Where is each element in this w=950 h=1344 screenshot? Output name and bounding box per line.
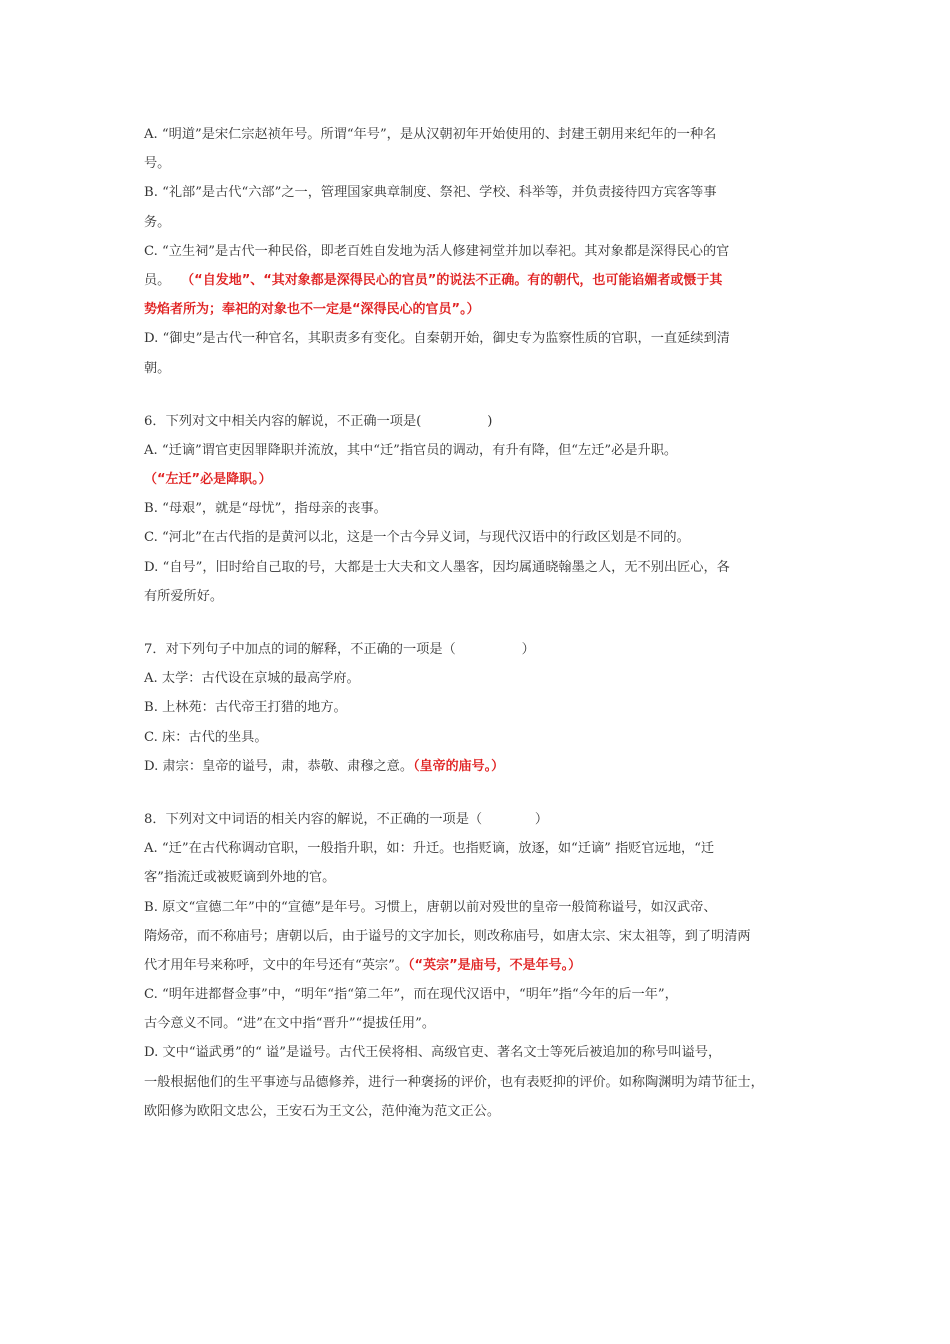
q5-option-c-text: 员。 <box>144 272 164 288</box>
q6-answer-note: （“左迁”必是降职。） <box>144 472 272 488</box>
q5-option-b-line2: 务。 <box>144 214 171 230</box>
q5-option-a-line1: A. “明道”是宋仁宗赵祯年号。所谓“年号”，是从汉朝初年开始使用的、封建王朝用来纪年的一种名 <box>144 127 717 142</box>
q5-option-b-line1: B. “礼部”是古代“六部”之一，管理国家典章制度、祭祀、学校、科举等，并负责接待四方宾客等事 <box>144 185 717 201</box>
spacer <box>144 383 812 407</box>
q8-option-b-line1: B. 原文“宣德二年”中的“宣德”是年号。习惯上，唐朝以前对殁世的皇帝一般简称谥号，如汉武帝、 <box>144 899 717 915</box>
q8-option-c-line2: 古今意义不同。“进”在文中指“晋升”“提拔任用”。 <box>144 1016 436 1032</box>
q7-option-d-text: D. 肃宗：皇帝的谥号，肃，恭敬、肃穆之意。 <box>144 758 414 774</box>
spacer <box>144 611 812 635</box>
q6-option-a: A. “迁谪”谓官吏因罪降职并流放，其中“迁”指官员的调动，有升有降，但“左迁”必是升职。 <box>144 442 678 458</box>
q8-option-d-line1: D. 文中“谥武勇”的“ 谥”是谥号。古代王侯将相、高级官吏、著名文士等死后被追加的称号叫谥号， <box>144 1045 722 1061</box>
q8-option-b-text: 代才用年号来称呼，文中的年号还有“英宗”。 <box>144 957 409 973</box>
q6-option-d-line2: 有所爱所好。 <box>144 588 224 604</box>
q5-answer-note-line1: （“自发地”、“其对象都是深得民心的官员”的说法不正确。有的朝代，也可能谄媚者或慑于其 <box>181 272 723 288</box>
q6-option-d-line1: D. “自号”，旧时给自己取的号，大都是士大夫和文人墨客，因均属通晓翰墨之人，无不别出匠心，各 <box>144 559 730 575</box>
spacer <box>144 781 812 805</box>
q7-answer-note: （皇帝的庙号。） <box>413 758 505 774</box>
q6-option-b: B. “母艰”，就是“母忧”，指母亲的丧事。 <box>144 501 387 517</box>
q7-option-b: B. 上林苑：古代帝王打猎的地方。 <box>144 700 347 716</box>
q5-option-c-line2 <box>144 266 812 295</box>
q7-option-a: A. 太学：古代设在京城的最高学府。 <box>144 671 360 687</box>
q7-option-d <box>144 752 812 781</box>
q6-option-c: C. “河北”在古代指的是黄河以北，这是一个古今异义词，与现代汉语中的行政区划是不同的。 <box>144 530 690 546</box>
q7-option-c: C. 床：古代的坐具。 <box>144 729 268 745</box>
q5-option-a-line2: 号。 <box>144 156 171 172</box>
document-body <box>144 120 812 1126</box>
q6-stem: 6．下列对文中相关内容的解说，不正确一项是( ) <box>144 413 493 429</box>
q8-option-b-line3 <box>144 951 812 980</box>
q5-option-d-line1: D. “御史”是古代一种官名，其职责多有变化。自秦朝开始，御史专为监察性质的官职，一直延续到清 <box>144 331 730 347</box>
q8-option-c-line1: C. “明年进都督佥事”中，“明年“指“第二年”，而在现代汉语中，“明年”指“今年的后一年”， <box>144 987 678 1003</box>
q8-option-a-line1: A. “迁”在古代称调动官职，一般指升职，如：升迁。也指贬谪，放逐，如“迁谪” 指贬官远地，“迁 <box>144 841 715 857</box>
q8-option-b-line2: 隋炀帝，而不称庙号；唐朝以后，由于谥号的文字加长，则改称庙号，如唐太宗、宋太祖等，到了明清两 <box>144 928 751 944</box>
q8-answer-note: （“英宗”是庙号，不是年号。） <box>408 957 582 973</box>
q5-answer-note-line2: 势焰者所为；奉祀的对象也不一定是“深得民心的官员”。） <box>144 302 480 318</box>
q5-option-d-line2: 朝。 <box>144 360 171 376</box>
q5-option-c-line1: C. “立生祠”是古代一种民俗，即老百姓自发地为活人修建祠堂并加以奉祀。其对象都是深得民心的官 <box>144 243 730 259</box>
q8-option-d-line2: 一般根据他们的生平事迹与品德修养，进行一种褒扬的评价，也有表贬抑的评价。如称陶渊明为靖节征士， <box>144 1074 764 1090</box>
q8-option-d-line3: 欧阳修为欧阳文忠公，王安石为王文公，范仲淹为范文正公。 <box>144 1103 501 1119</box>
q7-stem: 7．对下列句子中加点的词的解释，不正确的一项是（ ） <box>144 642 535 657</box>
q8-stem: 8．下列对文中词语的相关内容的解说，不正确的一项是（ ） <box>144 811 549 827</box>
q8-option-a-line2: 客”指流迁或被贬谪到外地的官。 <box>144 870 336 886</box>
